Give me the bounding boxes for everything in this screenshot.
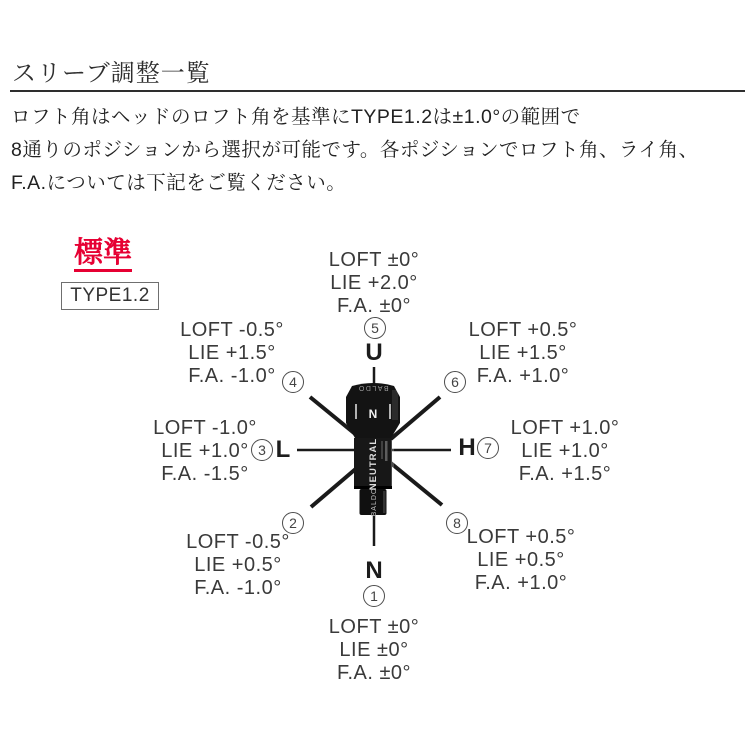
position-8-fa: F.A. +1.0° xyxy=(474,572,568,594)
sleeve-brand-tip-label: BALDO xyxy=(371,487,378,517)
position-6-lie: LIE +1.5° xyxy=(479,342,567,364)
type-badge: TYPE1.2 xyxy=(61,282,159,310)
sleeve-face-letter: N xyxy=(368,407,378,421)
intro-line-1: ロフト角はヘッドのロフト角を基準にTYPE1.2は±1.0°の範囲で xyxy=(11,106,581,128)
position-2-loft: LOFT -0.5° xyxy=(186,531,290,553)
position-8-lie: LIE +0.5° xyxy=(477,549,565,571)
sleeve-adapter-image xyxy=(346,383,400,516)
position-6-loft: LOFT +0.5° xyxy=(468,319,578,341)
sleeve-brand-top-label: BALDO xyxy=(357,384,389,391)
position-5-lie: LIE +2.0° xyxy=(330,272,418,294)
position-2-lie: LIE +0.5° xyxy=(194,554,282,576)
position-1-number: 1 xyxy=(363,585,385,607)
position-8-number: 8 xyxy=(446,512,468,534)
position-3-number: 3 xyxy=(251,439,273,461)
direction-letter-right: H xyxy=(458,434,476,461)
position-5-loft: LOFT ±0° xyxy=(328,249,420,271)
position-2-number: 2 xyxy=(282,512,304,534)
direction-letter-up: U xyxy=(365,339,383,366)
direction-letter-neutral: N xyxy=(365,557,383,584)
position-2-fa: F.A. -1.0° xyxy=(194,577,282,599)
page-title: スリーブ調整一覧 xyxy=(12,60,211,87)
position-7-number: 7 xyxy=(477,437,499,459)
position-1-fa: F.A. ±0° xyxy=(336,662,412,684)
position-4-lie: LIE +1.5° xyxy=(188,342,276,364)
position-3-fa: F.A. -1.5° xyxy=(161,463,249,485)
position-4-number: 4 xyxy=(282,371,304,393)
position-5-fa: F.A. ±0° xyxy=(336,295,412,317)
position-6-fa: F.A. +1.0° xyxy=(476,365,570,387)
position-8-values xyxy=(441,526,601,595)
position-7-lie: LIE +1.0° xyxy=(521,440,609,462)
direction-letter-left: L xyxy=(275,436,291,463)
position-7-loft: LOFT +1.0° xyxy=(510,417,620,439)
position-7-fa: F.A. +1.5° xyxy=(518,463,612,485)
position-5-values xyxy=(294,249,454,318)
position-4-loft: LOFT -0.5° xyxy=(180,319,284,341)
sleeve-neutral-label: NEUTRAL xyxy=(368,437,379,491)
position-3-loft: LOFT -1.0° xyxy=(153,417,257,439)
position-2-values xyxy=(158,531,318,600)
position-5-number: 5 xyxy=(364,317,386,339)
position-7-values xyxy=(485,417,645,486)
position-6-number: 6 xyxy=(444,371,466,393)
position-1-loft: LOFT ±0° xyxy=(328,616,420,638)
position-3-lie: LIE +1.0° xyxy=(161,440,249,462)
position-8-loft: LOFT +0.5° xyxy=(466,526,576,548)
position-1-lie: LIE ±0° xyxy=(339,639,409,661)
standard-label: 標準 xyxy=(74,237,132,272)
position-1-values xyxy=(294,616,454,685)
intro-line-3: F.A.については下記をご覧ください。 xyxy=(11,172,347,194)
intro-line-2: 8通りのポジションから選択が可能です。各ポジションでロフト角、ライ角、 xyxy=(11,139,699,161)
position-4-fa: F.A. -1.0° xyxy=(188,365,276,387)
position-6-values xyxy=(443,319,603,388)
